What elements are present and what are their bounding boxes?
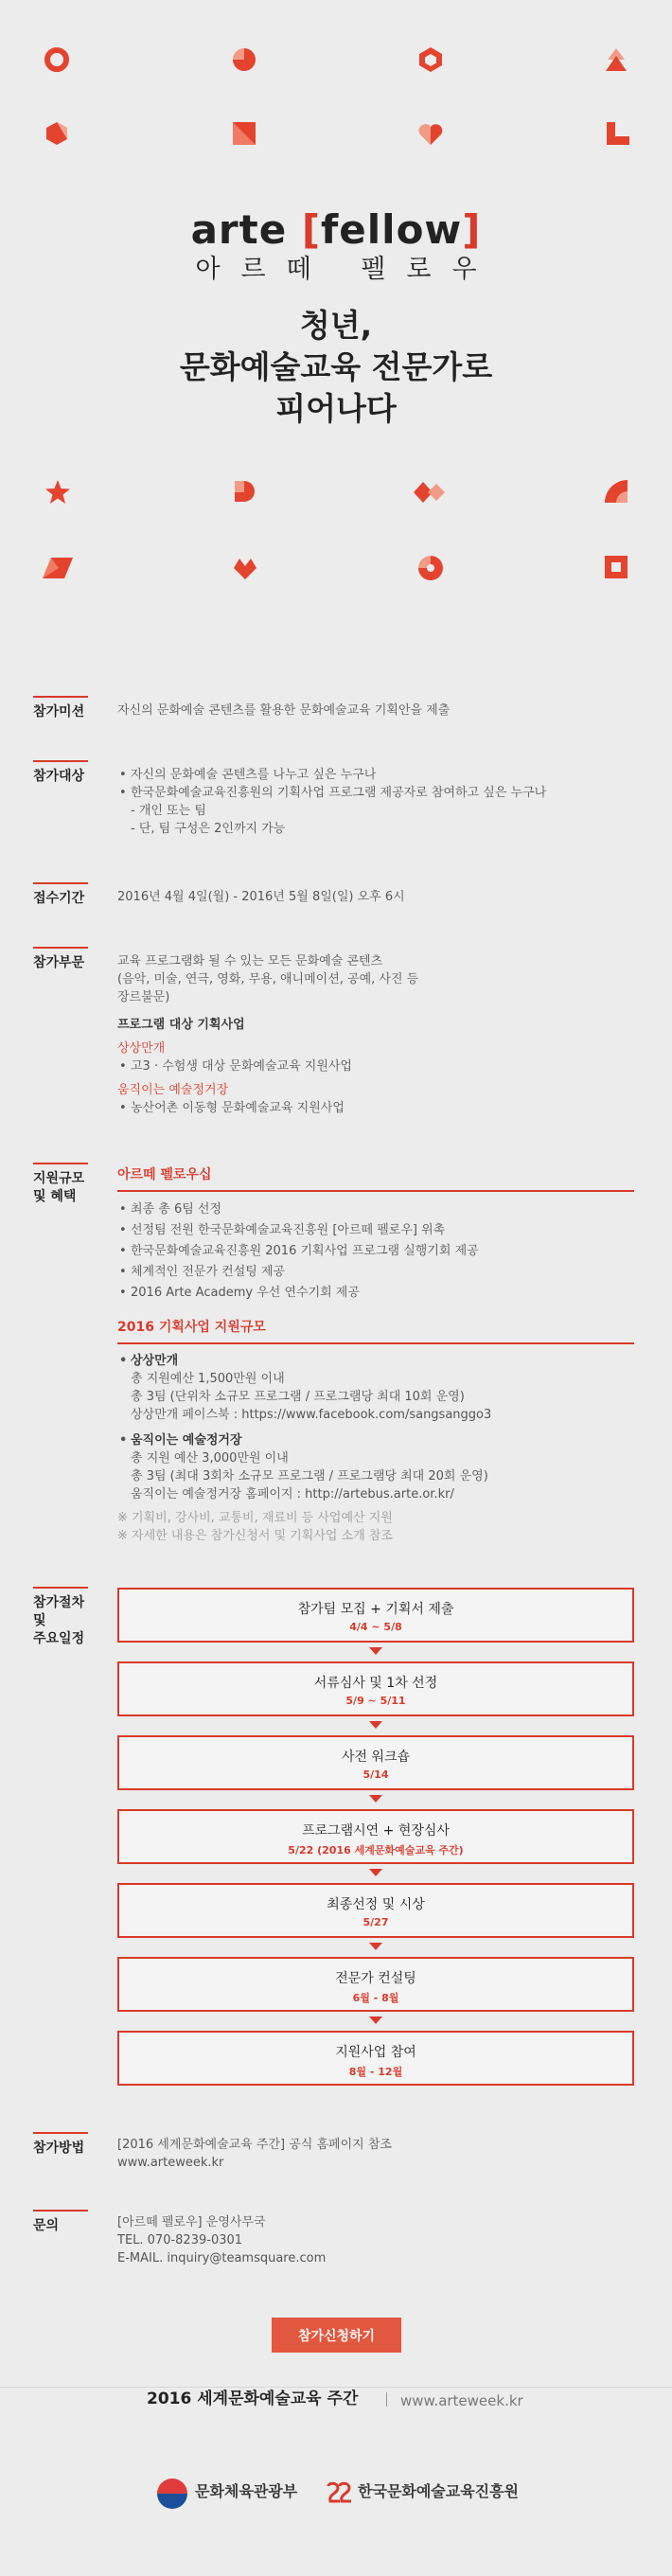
step-label: 전문가 컨설팅: [335, 1971, 416, 1986]
logo-word: arte: [190, 206, 288, 253]
contact-email[interactable]: E-MAIL. inquiry@teamsquare.com: [117, 2251, 327, 2265]
procedure-step: [117, 1661, 634, 1716]
step-label: 사전 워크숍: [341, 1750, 411, 1765]
framed-square-icon: [604, 555, 628, 579]
step-label: 참가팀 모집 + 기획서 제출: [297, 1602, 454, 1617]
step-date: 4/4 ~ 5/8: [349, 1621, 402, 1633]
tulip-icon: [232, 555, 258, 581]
square-icon: [232, 121, 256, 146]
category-line: (음악, 미술, 연극, 영화, 무용, 애니메이션, 공예, 사진 등: [117, 972, 419, 986]
program-heading: 프로그램 대상 기획사업: [117, 1018, 245, 1032]
page-headline: [0, 305, 672, 430]
arrow-down-icon: [369, 1721, 382, 1729]
target-body: [117, 766, 634, 838]
half-pie-icon: [232, 479, 256, 506]
star-icon: [44, 479, 71, 506]
target-sub: - 개인 또는 팀: [131, 804, 206, 818]
section-title-line: 참가절차: [33, 1595, 85, 1610]
step-date: 5/14: [363, 1768, 389, 1781]
contact-phone: TEL. 070-8239-0301: [117, 2233, 243, 2247]
section-title-support: [33, 1163, 88, 1206]
support-note: ※ 자세한 내용은 참가신청서 및 기획사업 소개 참조: [117, 1529, 393, 1543]
logo-bracket-right: ]: [462, 206, 482, 253]
procedure-step: [117, 1735, 634, 1790]
section-title-line: 주요일정: [33, 1631, 85, 1646]
footer-url-link[interactable]: www.arteweek.kr: [400, 2392, 523, 2409]
procedure-step: [117, 1809, 634, 1864]
program-name: 상상만개: [117, 1041, 166, 1056]
plan-heading: 2016 기획사업 지원규모: [117, 1319, 634, 1344]
list-item: • 고3 · 수험생 대상 문화예술교육 지원사업: [117, 1057, 634, 1075]
arrow-down-icon: [369, 1943, 382, 1950]
quarter-circle-icon: [604, 479, 628, 504]
support-line: 총 지원 예산 3,000만원 이내: [131, 1451, 289, 1466]
section-title-procedure: [33, 1587, 88, 1648]
arrow-down-icon: [369, 2016, 382, 2024]
section-title-line: 및: [33, 1613, 46, 1628]
heart-icon: [417, 121, 444, 146]
support-line: 움직이는 예술정거장 홈페이지 : http://artebus.arte.or.kr/: [131, 1487, 454, 1501]
logo-fellow: fellow: [321, 206, 463, 253]
list-item: • 자신의 문화예술 콘텐츠를 나누고 싶은 누구나: [117, 766, 634, 784]
list-item: • 최종 총 6팀 선정: [117, 1199, 634, 1220]
contact-body: [117, 2213, 634, 2267]
section-title-line: 및 혜택: [33, 1189, 77, 1204]
tree-icon: [604, 47, 628, 72]
step-date: 5/27: [363, 1916, 389, 1928]
section-title-target: 참가대상: [33, 760, 88, 786]
org-ministry: 문화체육관광부: [195, 2482, 298, 2500]
step-label: 프로그램시연 + 현장심사: [302, 1823, 450, 1839]
program-name: 움직이는 예술정거장: [117, 1083, 229, 1097]
logo-korean: 아르떼 펠로우: [195, 255, 498, 284]
list-item: • 선정팀 전원 한국문화예술교육진흥원 [아르떼 펠로우] 위촉: [117, 1220, 634, 1241]
support-line: 총 3팀 (단위차 소규모 프로그램 / 프로그램당 최대 10회 운영): [131, 1390, 465, 1404]
section-title-method: 참가방법: [33, 2132, 88, 2158]
org-arte: 한국문화예술교육진흥원: [358, 2482, 520, 2500]
list-item: • 상상만개: [117, 1352, 634, 1370]
double-diamond-icon: [414, 481, 448, 504]
section-title-category: 참가부문: [33, 947, 88, 972]
support-body: [117, 1166, 634, 1545]
section-title-mission: 참가미션: [33, 696, 88, 721]
step-label: 지원사업 참여: [335, 2045, 416, 2060]
list-item: • 농산어촌 이동형 문화예술교육 지원사업: [117, 1099, 634, 1117]
footer-event-title: 2016 세계문화예술교육 주간: [147, 2389, 359, 2408]
step-label: 서류심사 및 1차 선정: [313, 1676, 438, 1691]
target-sub: - 단, 팀 구성은 2인까지 가능: [131, 822, 286, 836]
headline-line: 문화예술교육 전문가로: [179, 348, 493, 385]
method-line: [2016 세계문화예술교육 주간] 공식 홈페이지 참조: [117, 2138, 392, 2152]
support-line: 총 지원예산 1,500만원 이내: [131, 1372, 285, 1386]
support-line: 상상만개 페이스북 : https://www.facebook.com/sangsanggo3: [131, 1408, 492, 1422]
footer-divider: [0, 2387, 672, 2388]
list-item: • 한국문화예술교육진흥원의 기획사업 프로그램 제공자로 참여하고 싶은 누구나: [117, 784, 634, 802]
contact-line: [아르떼 펠로우] 운영사무국: [117, 2215, 266, 2230]
footer-separator: [386, 2392, 387, 2407]
hexagon-icon: [417, 46, 444, 73]
mission-text: 자신의 문화예술 콘텐츠를 활용한 문화예술교육 기획안을 제출: [117, 703, 451, 718]
support-line: 총 3팀 (최대 3회차 소규모 프로그램 / 프로그램당 최대 20회 운영): [131, 1469, 488, 1483]
arrow-down-icon: [369, 1869, 382, 1876]
procedure-step: [117, 1957, 634, 2012]
step-date: 6월 - 8월: [352, 1992, 399, 2004]
period-text: 2016년 4월 4일(월) - 2016년 5월 8일(일) 오후 6시: [117, 890, 405, 904]
corner-l-icon: [606, 121, 630, 146]
list-item: • 2016 Arte Academy 우선 연수기회 제공: [117, 1283, 634, 1304]
headline-line: 피어나다: [275, 390, 397, 427]
arte-fellow-logo: [0, 206, 672, 253]
arte-emblem-icon: [327, 2480, 351, 2505]
hexagon-split-icon: [44, 121, 69, 146]
pac-circle-icon: [417, 555, 444, 581]
procedure-step: [117, 1588, 634, 1643]
step-label: 최종선정 및 시상: [327, 1897, 425, 1912]
section-title-contact: 문의: [33, 2210, 88, 2235]
step-date: 5/9 ~ 5/11: [345, 1695, 406, 1707]
arrow-down-icon: [369, 1647, 382, 1655]
logo-bracket-left: [: [301, 206, 322, 253]
apply-button[interactable]: 참가신청하기: [272, 2318, 401, 2353]
category-body: [117, 952, 634, 1117]
method-link[interactable]: www.arteweek.kr: [117, 2156, 224, 2170]
procedure-step: [117, 1883, 634, 1938]
ring-icon: [44, 47, 69, 72]
pie-chart-icon: [232, 47, 256, 72]
method-body: [117, 2136, 634, 2172]
section-title-line: 지원규모: [33, 1171, 85, 1186]
parallelogram-icon: [42, 557, 74, 579]
list-item: • 움직이는 예술정거장: [117, 1431, 634, 1449]
section-title-period: 접수기간: [33, 882, 88, 908]
category-line: 교육 프로그램화 될 수 있는 모든 문화예술 콘텐츠: [117, 954, 383, 968]
ministry-emblem-icon: [157, 2478, 187, 2509]
step-date: 8월 - 12월: [348, 2066, 403, 2078]
headline-line: 청년,: [299, 307, 373, 344]
arrow-down-icon: [369, 1795, 382, 1803]
list-item: • 한국문화예술교육진흥원 2016 기획사업 프로그램 실행기회 제공: [117, 1241, 634, 1262]
procedure-step: [117, 2031, 634, 2086]
list-item: • 체계적인 전문가 컨설팅 제공: [117, 1262, 634, 1283]
fellowship-heading: 아르떼 펠로우십: [117, 1166, 634, 1192]
support-note: ※ 기획비, 강사비, 교통비, 재료비 등 사업예산 지원: [117, 1511, 393, 1525]
category-line: 장르불문): [117, 990, 170, 1004]
step-date: 5/22 (2016 세계문화예술교육 주간): [288, 1844, 464, 1856]
